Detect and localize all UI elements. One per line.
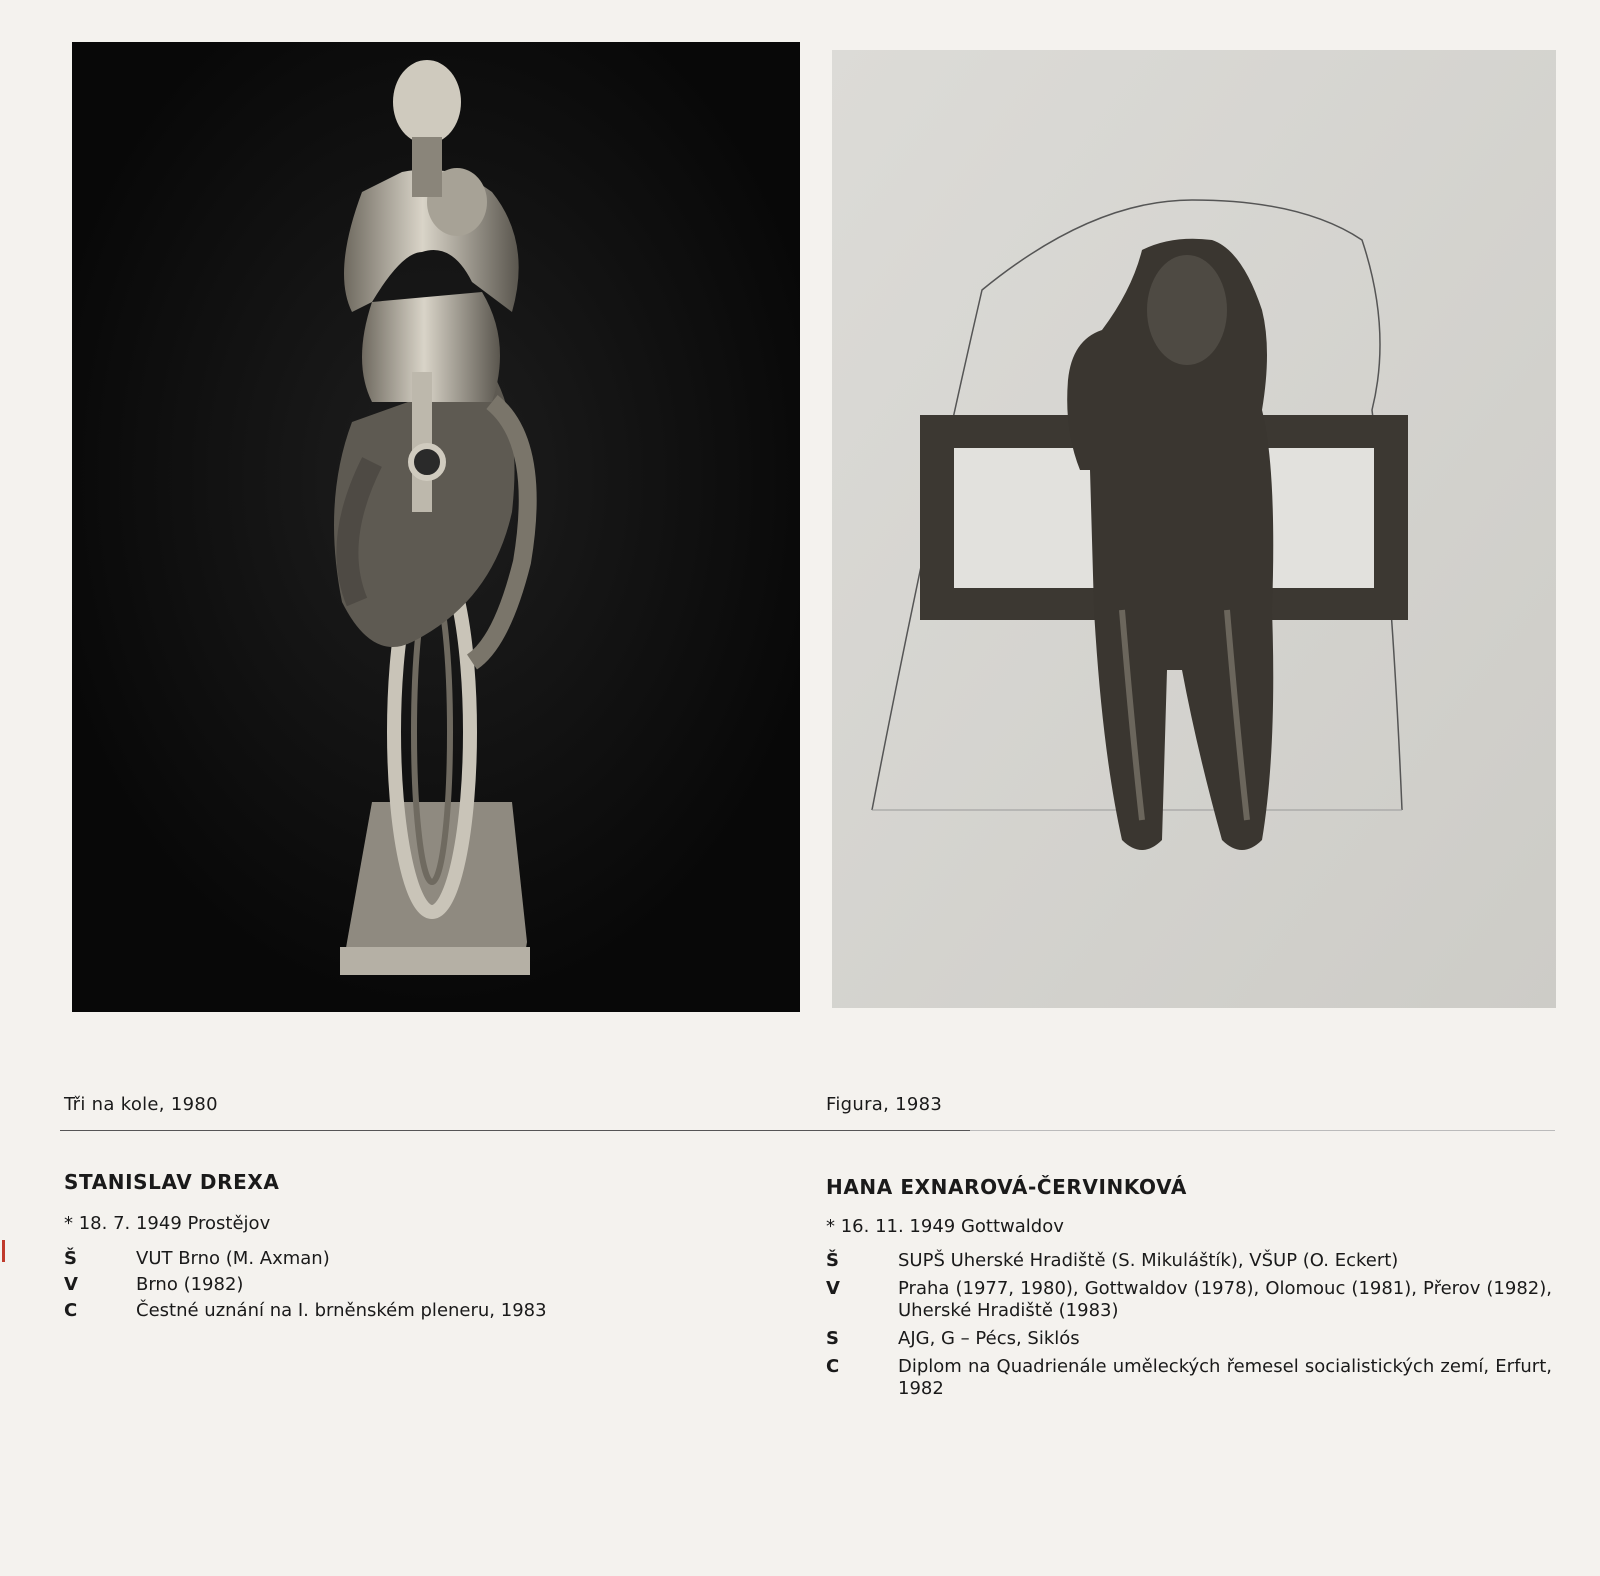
birth-info-right: * 16. 11. 1949 Gottwaldov bbox=[826, 1216, 1064, 1237]
bio-row bbox=[826, 1278, 1552, 1322]
bio-row bbox=[64, 1248, 704, 1270]
artist-name-right: HANA EXNAROVÁ-ČERVINKOVÁ bbox=[826, 1175, 1187, 1199]
birth-info-left: * 18. 7. 1949 Prostějov bbox=[64, 1213, 271, 1234]
bio-letter: C bbox=[64, 1300, 78, 1321]
bio-row bbox=[826, 1250, 1552, 1272]
bio-letter: Š bbox=[64, 1248, 77, 1269]
bio-row bbox=[64, 1300, 704, 1322]
bio-row bbox=[826, 1356, 1552, 1400]
sculpture-photo-figura bbox=[832, 50, 1556, 1008]
sculpture-bicycle-image bbox=[72, 42, 800, 1012]
bio-letter: V bbox=[64, 1274, 78, 1295]
bio-text: AJG, G – Pécs, Siklós bbox=[898, 1328, 1080, 1349]
bio-row bbox=[64, 1274, 704, 1296]
divider-rule-faint bbox=[970, 1130, 1555, 1131]
bio-list-right bbox=[826, 1250, 1552, 1406]
bio-list-left bbox=[64, 1248, 704, 1326]
caption-left: Tři na kole, 1980 bbox=[64, 1094, 218, 1115]
bio-letter: C bbox=[826, 1356, 840, 1377]
divider-rule bbox=[60, 1130, 970, 1131]
artist-name-left: STANISLAV DREXA bbox=[64, 1170, 280, 1194]
bio-text: Diplom na Quadrienále uměleckých řemesel socialistických zemí, Erfurt, 1982 bbox=[898, 1356, 1552, 1399]
bio-letter: S bbox=[826, 1328, 839, 1349]
sculpture-photo-tri-na-kole bbox=[72, 42, 800, 1012]
bio-text: Praha (1977, 1980), Gottwaldov (1978), Olomouc (1981), Přerov (1982), Uherské Hradiště (1983) bbox=[898, 1278, 1552, 1321]
bio-letter: V bbox=[826, 1278, 840, 1299]
bio-letter: Š bbox=[826, 1250, 839, 1271]
caption-right: Figura, 1983 bbox=[826, 1094, 943, 1115]
page-edge-mark bbox=[2, 1240, 5, 1262]
bio-row bbox=[826, 1328, 1552, 1350]
bio-text: SUPŠ Uherské Hradiště (S. Mikuláštík), VŠUP (O. Eckert) bbox=[898, 1250, 1399, 1271]
bio-text: Čestné uznání na I. brněnském pleneru, 1983 bbox=[136, 1300, 547, 1321]
figure-frame-image bbox=[832, 50, 1556, 1008]
bio-text: Brno (1982) bbox=[136, 1274, 244, 1295]
bio-text: VUT Brno (M. Axman) bbox=[136, 1248, 330, 1269]
